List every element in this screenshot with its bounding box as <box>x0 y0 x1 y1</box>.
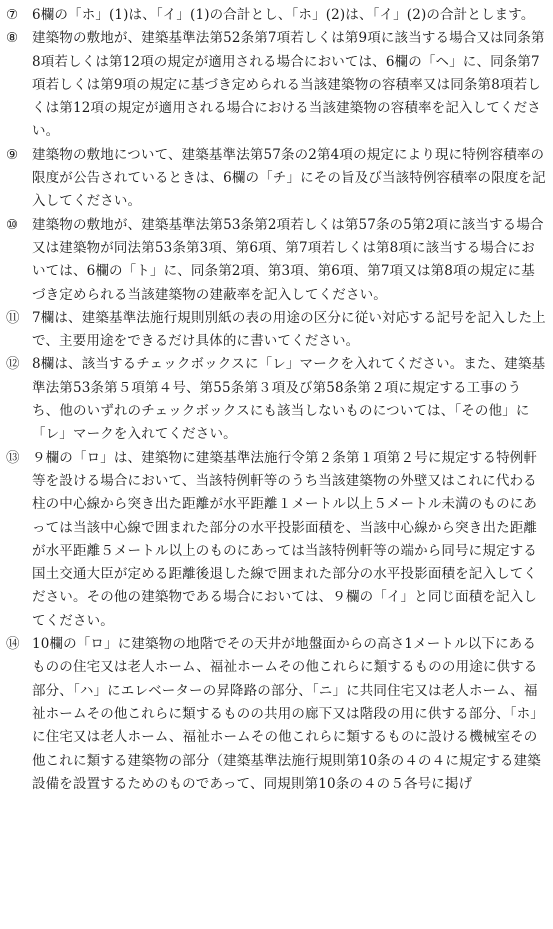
item-text: 7欄は、建築基準法施行規則別紙の表の用途の区分に従い対応する記号を記入した上で、主要用途をできるだけ具体的に書いてください。 <box>32 309 546 350</box>
item-number: ⑬ <box>6 449 20 466</box>
item-number: ⑦ <box>6 7 19 23</box>
item-text: 建築物の敷地が、建築基準法第52条第7項若しくは第9項に該当する場合又は同条第8項若しくは第12項の規定が適用される場合においては、6欄の「ヘ」に、同条第7項若しくは第9項の規定に基づき定められる当該建築物の容積率又は同条第8項若しくは第12項の規定が適用される場合における当該建築物の容積率を記入してください。 <box>32 30 545 140</box>
list-item-8 <box>6 27 547 143</box>
list-item-14 <box>6 633 547 796</box>
list-item-10 <box>6 214 547 307</box>
list-item-7 <box>6 4 547 27</box>
item-number: ⑪ <box>6 309 20 326</box>
item-number: ⑨ <box>6 146 19 163</box>
item-text: 建築物の敷地が、建築基準法第53条第2項若しくは第57条の5第2項に該当する場合又は建築物が同法第53条第3項、第6項、第7項若しくは第8項に該当する場合においては、6欄の「ト」に、同条第2項、第3項、第6項、第7項又は第8項の規定に基づき定められる当該建築物の建蔽率を記入してください。 <box>32 216 544 303</box>
item-text: 8欄は、該当するチェックボックスに「レ」マークを入れてください。また、建築基準法第53条第５項第４号、第55条第３項及び第58条第２項に規定する工事のうち、他のいずれのチェックボックスにも該当しないものについては、「その他」に「レ」マークを入れてください。 <box>32 356 546 443</box>
item-text: 6欄の「ホ」(1)は、「イ」(1)の合計とし、「ホ」(2)は、「イ」(2)の合計とします。 <box>32 7 535 23</box>
list-item-9 <box>6 144 547 214</box>
item-number: ⑭ <box>6 636 20 653</box>
list-item-11 <box>6 307 547 354</box>
item-text: ９欄の「ロ」は、建築物に建築基準法施行令第２条第１項第２号に規定する特例軒等を設ける場合において、当該特例軒等のうち当該建築物の外壁又はこれに代わる柱の中心線から突き出た距離が水平距離１メートル以上５メートル未満のものにあっては当該中心線で囲まれた部分の水平投影面積を、当該中心線から突き出た距離が水平距離５メートル以上のものにあっては当該特例軒等の端から同号に規定する国土交通大臣が定める距離後退した線で囲まれた部分の水平投影面積を記入してください。その他の建築物である場合においては、９欄の「イ」と同じ面積を記入してください。 <box>32 449 538 629</box>
list-item-13 <box>6 447 547 633</box>
item-text: 10欄の「ロ」に建築物の地階でその天井が地盤面からの高さ1メートル以下にあるものの住宅又は老人ホーム、福祉ホームその他これらに類するものの用途に供する部分、「ハ」にエレベーターの昇降路の部分、「ニ」に共同住宅又は老人ホーム、福祉ホームその他これらに類するものの共用の廊下又は階段の用に供する部分、「ホ」に住宅又は老人ホーム、福祉ホームその他これらに類するものに設ける機械室その他これに類する建築物の部分（建築基準法施行規則第10条の４の４に規定する建築設備を設置するためのものであって、同規則第10条の４の５各号に掲げ <box>32 636 544 792</box>
item-number: ⑫ <box>6 356 20 373</box>
item-number: ⑧ <box>6 30 19 47</box>
item-text: 建築物の敷地について、建築基準法第57条の2第4項の規定により現に特例容積率の限度が公告されているときは、6欄の「チ」にその旨及び当該特例容積率の限度を記入してください。 <box>32 146 546 210</box>
list-item-12 <box>6 353 547 446</box>
item-number: ⑩ <box>6 216 19 233</box>
